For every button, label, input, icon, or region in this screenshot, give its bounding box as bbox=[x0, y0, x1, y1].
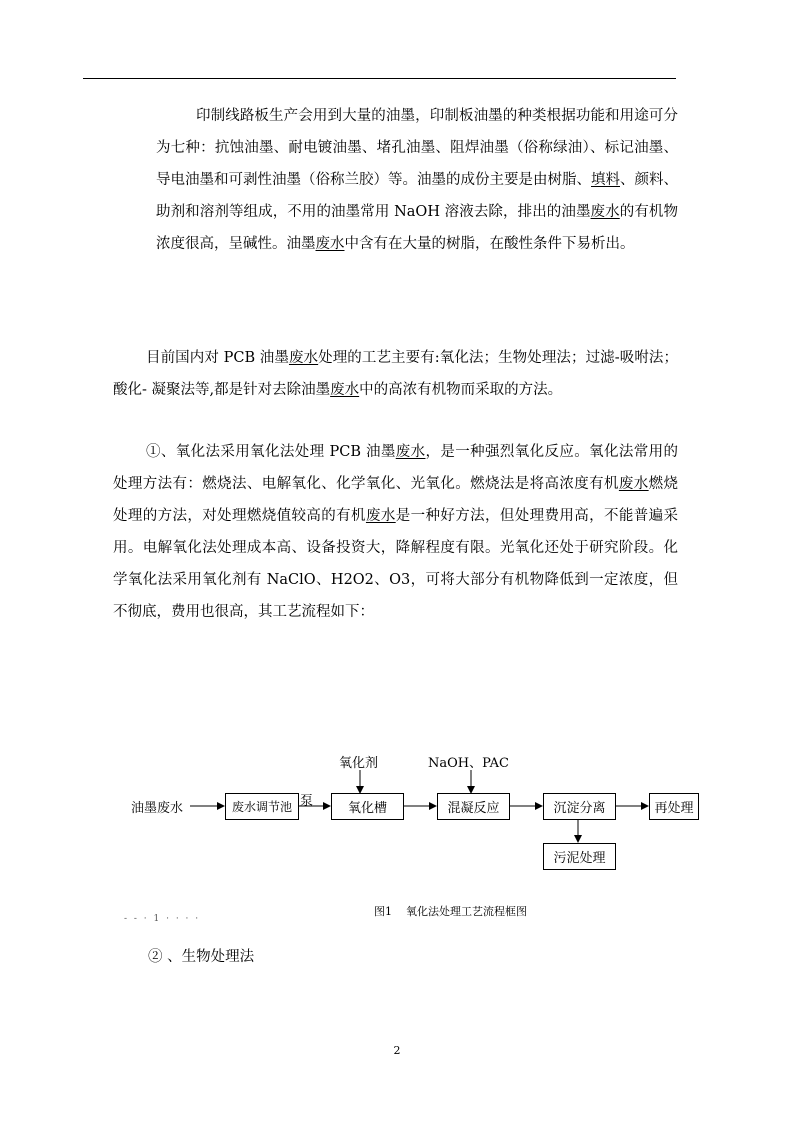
underlined-term: 废水 bbox=[618, 476, 649, 492]
flow-chemicals-label: NaOH、PAC bbox=[428, 756, 510, 771]
figure-title: 氧化法处理工艺流程框图 bbox=[406, 905, 527, 918]
scan-artifact-text: - - · 1 · · · · bbox=[124, 914, 201, 924]
flow-pump-label: 泵 bbox=[300, 794, 314, 809]
underlined-term: 废水 bbox=[330, 382, 360, 398]
text-run: 中含有在大量的树脂，在酸性条件下易析出。 bbox=[344, 236, 635, 252]
text-run: 目前国内对 PCB 油墨 bbox=[146, 350, 289, 366]
figure-number: 图1 bbox=[374, 905, 392, 918]
paragraph-treatment-methods bbox=[113, 342, 678, 406]
flow-box-sludge: 污泥处理 bbox=[543, 843, 616, 870]
text-run: 燃烧处理的方法，对处理燃烧值较高的有机 bbox=[113, 476, 679, 524]
flow-box-oxidation-tank: 氧化槽 bbox=[331, 793, 404, 820]
text-run: ①、氧化法采用氧化法处理 PCB 油墨 bbox=[146, 444, 396, 460]
figure-caption bbox=[374, 903, 527, 919]
flow-box-coagulation: 混凝反应 bbox=[437, 793, 510, 820]
text-run: 处理的工艺主要有:氧化法；生物处理法；过滤-吸咐法；酸化- 凝聚法等,都是针对去除油墨 bbox=[113, 350, 678, 398]
section-heading-biological: ② 、生物处理法 bbox=[148, 949, 255, 965]
underlined-term: 填料 bbox=[591, 172, 620, 188]
paragraph-oxidation-method bbox=[113, 436, 678, 628]
text-run: 的有机物浓度很高，呈碱性。油墨 bbox=[156, 204, 678, 252]
text-run: 中的高浓有机物而采取的方法。 bbox=[359, 382, 563, 398]
underlined-term: 废水 bbox=[365, 508, 396, 524]
underlined-term: 废水 bbox=[395, 444, 426, 460]
flow-oxidant-label: 氧化剂 bbox=[339, 756, 379, 771]
underlined-term: 废水 bbox=[315, 236, 345, 252]
flow-box-settling: 沉淀分离 bbox=[543, 793, 616, 820]
underlined-term: 废水 bbox=[288, 350, 319, 366]
flow-box-retreatment: 再处理 bbox=[649, 793, 699, 820]
text-run: 、颜料、助剂和溶剂等组成，不用的油墨常用 NaOH 溶液去除，排出的油墨 bbox=[156, 172, 678, 220]
header-rule bbox=[83, 78, 676, 79]
text-run: 印制线路板生产会用到大量的油墨，印制板油墨的种类根据功能和用途可分为七种：抗蚀油墨、耐电镀油墨、堵孔油墨、阻焊油墨（俗称绿油）、标记油墨、导电油墨和可剥性油墨（俗称兰胶）等。油墨的成份主要是由树脂、 bbox=[156, 108, 678, 188]
text-run: 是一种好方法，但处理费用高，不能普遍采用。电解氧化法处理成本高、设备投资大，降解程度有限。光氧化还处于研究阶段。化学氧化法采用氧化剂有 NaClO、H2O2、O3，可将大部分有机物降低到一定浓度，但不彻底，费用也很高，其工艺流程如下： bbox=[113, 508, 679, 620]
page-number: 2 bbox=[393, 1044, 401, 1057]
paragraph-ink-intro bbox=[156, 100, 678, 260]
flow-input-label: 油墨废水 bbox=[131, 801, 184, 816]
text-run: ，是一种强烈氧化反应。氧化法常用的处理方法有：燃烧法、电解氧化、化学氧化、光氧化。燃烧法是将高浓度有机 bbox=[113, 444, 679, 492]
underlined-term: 废水 bbox=[590, 204, 620, 220]
flow-box-regulating-tank: 废水调节池 bbox=[225, 793, 299, 820]
